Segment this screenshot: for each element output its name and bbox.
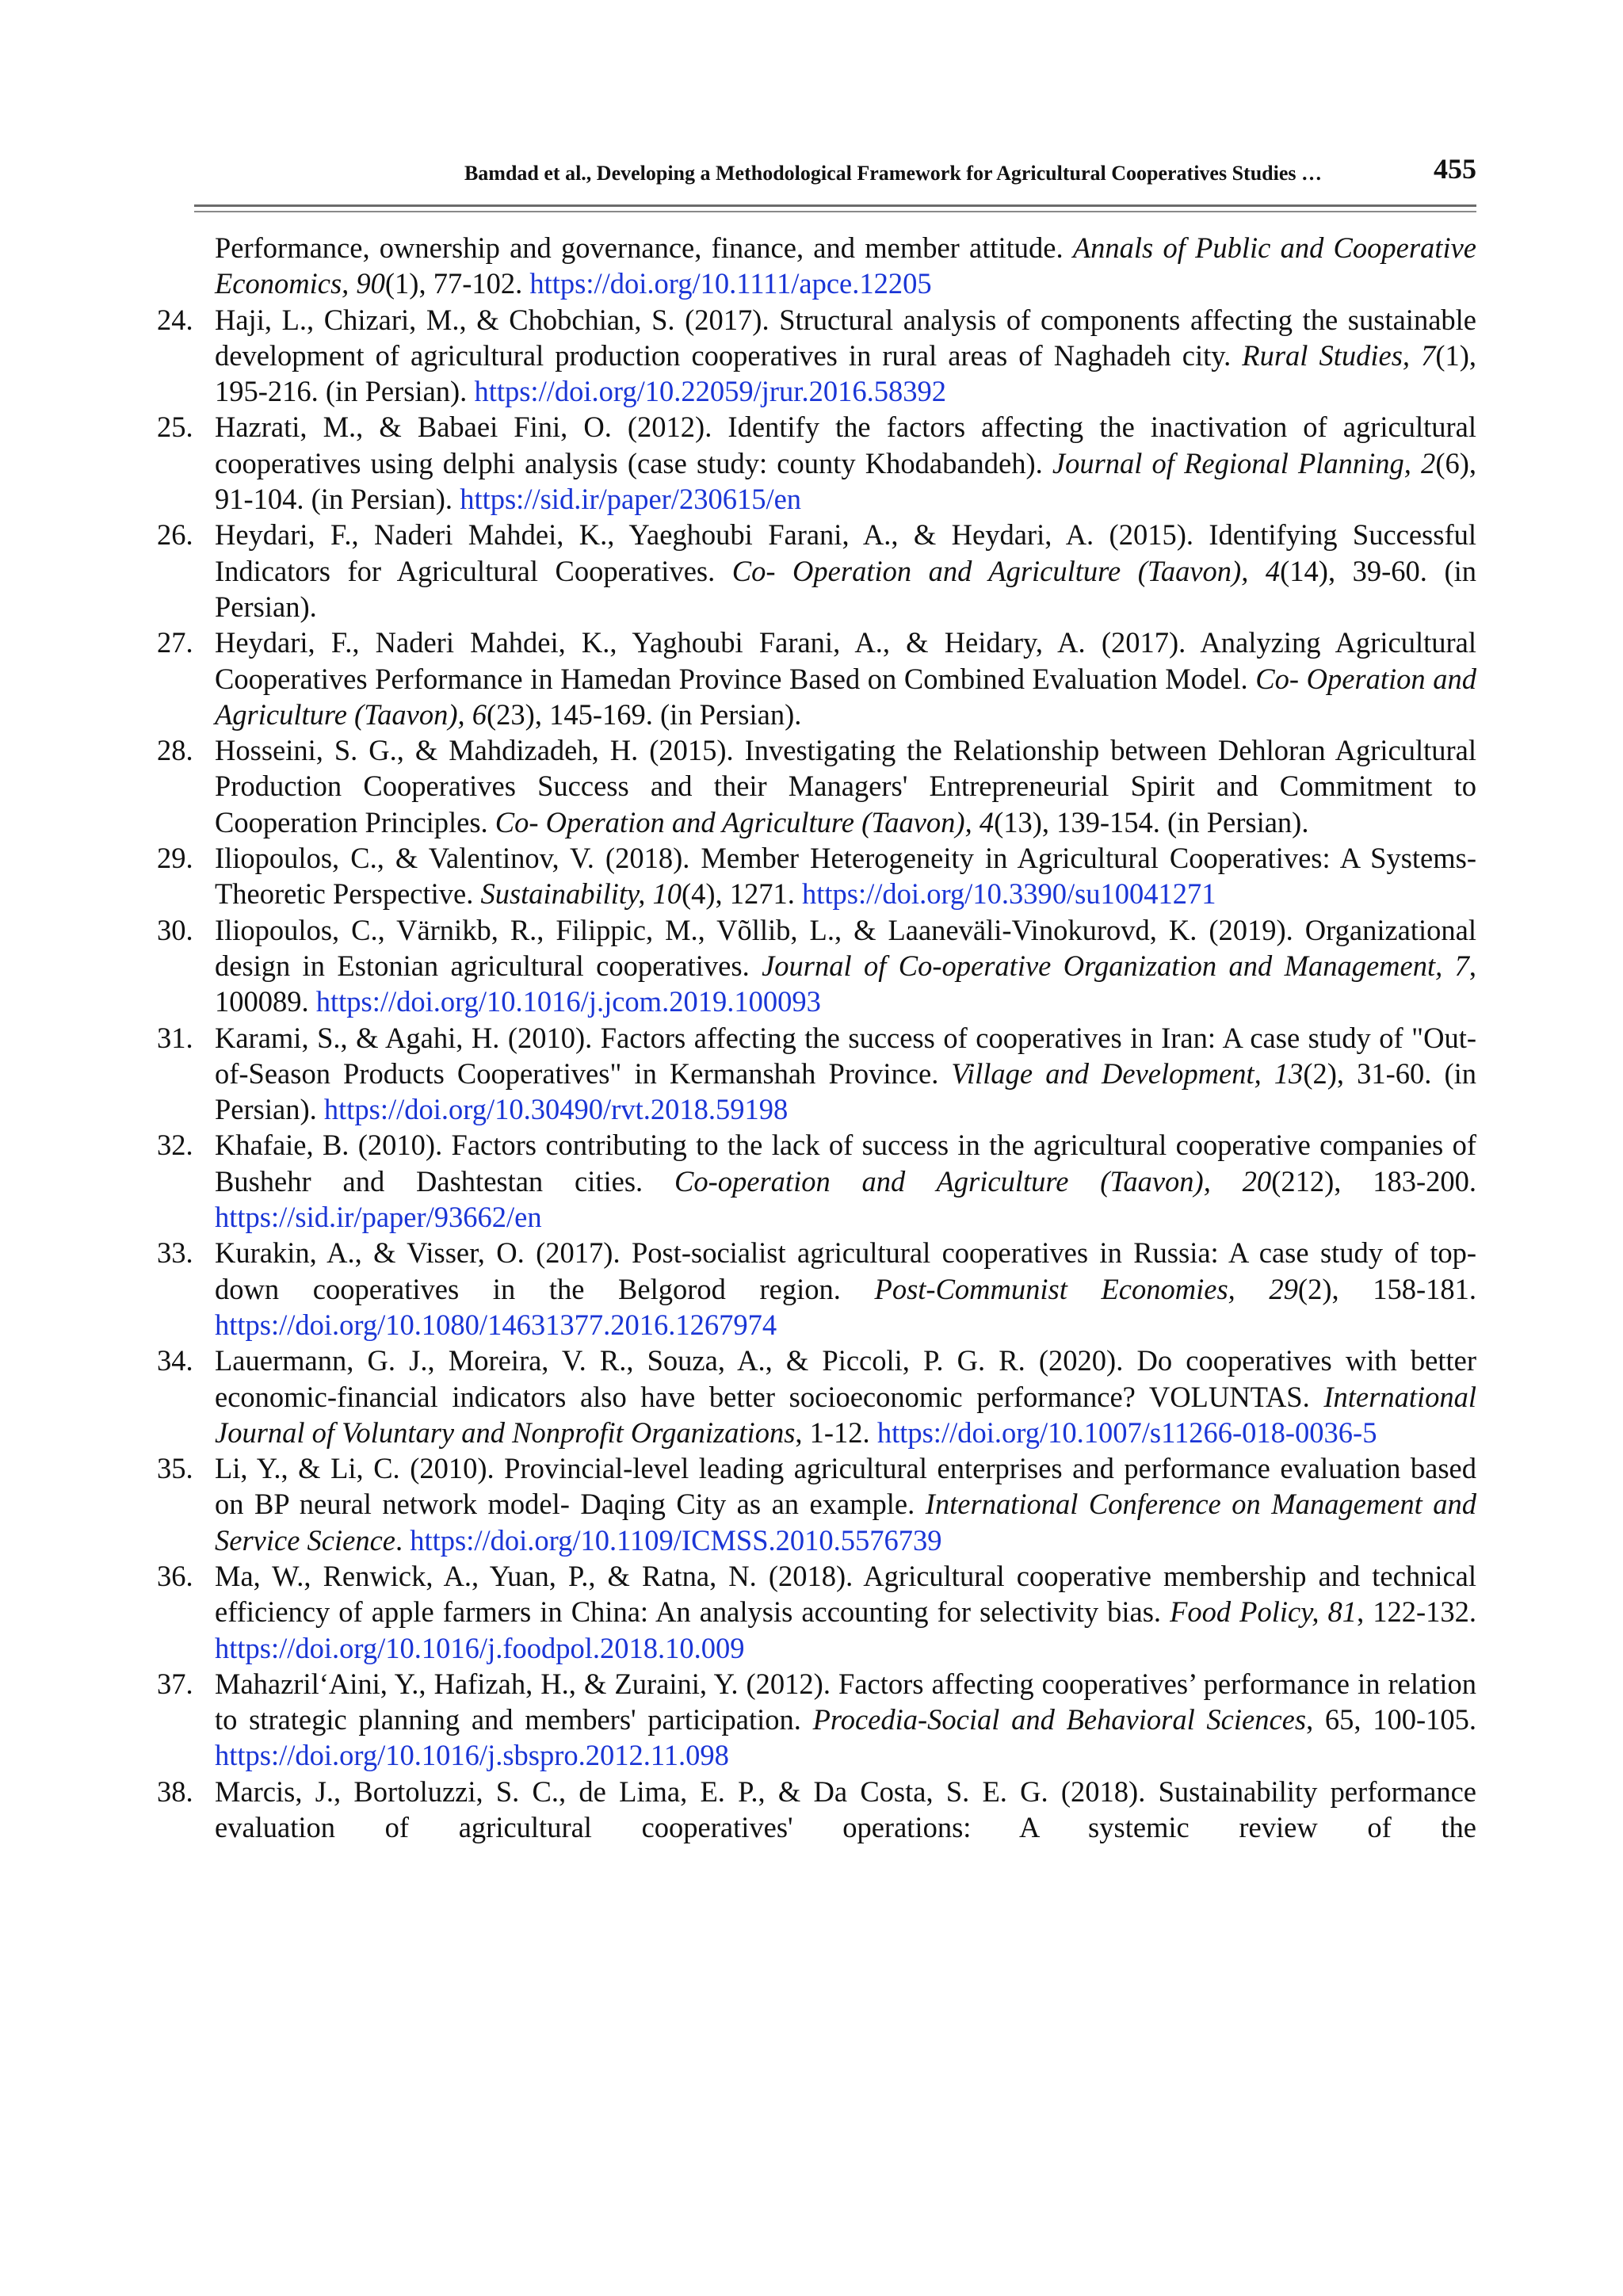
reference-number: 36. bbox=[157, 1559, 193, 1592]
journal-title: Sustainability, 10 bbox=[480, 877, 682, 911]
reference-number: 28. bbox=[157, 734, 193, 767]
running-title: Bamdad et al., Developing a Methodological Framework for Agricultural Cooperatives Studies … bbox=[464, 162, 1322, 185]
reference-text: Hosseini, S. G., & Mahdizadeh, H. (2015). Investigating the Relationship between Dehloran Agricultural Production Cooperatives Success and their Managers' Entrepreneurial Spirit and Commitment to Cooperation Principles. bbox=[215, 734, 1476, 839]
doi-link[interactable]: https://sid.ir/paper/230615/en bbox=[460, 483, 802, 516]
reference-details: (1), 77-102. bbox=[384, 267, 530, 300]
reference-details: (1), 195-216. (in Persian). bbox=[215, 338, 1477, 408]
reference-text: Marcis, J., Bortoluzzi, S. C., de Lima, E. P., & Da Costa, S. E. G. (2018). Sustainability performance evaluation of agricultural cooperatives' operations: A systemic review of the bbox=[215, 1775, 1476, 1844]
reference-item bbox=[157, 1774, 1476, 1846]
reference-details: (2), 158-181. bbox=[1297, 1272, 1477, 1305]
doi-link[interactable]: https://doi.org/10.30490/rvt.2018.59198 bbox=[323, 1093, 789, 1126]
reference-number: 27. bbox=[157, 626, 193, 659]
reference-details: (14), 39-60. (in Persian). bbox=[215, 554, 1476, 623]
reference-details: , 100089. bbox=[215, 949, 1477, 1018]
reference-item bbox=[157, 732, 1476, 840]
journal-title: Procedia-Social and Behavioral Sciences bbox=[812, 1703, 1307, 1736]
reference-text: Iliopoulos, C., Värnikb, R., Filippic, M., Võllib, L., & Laaneväli-Vinokurovd, K. (2019). Organizational design in Estonian agricultural cooperatives. bbox=[215, 913, 1476, 982]
reference-text: Heydari, F., Naderi Mahdei, K., Yaghoubi Farani, A., & Heidary, A. (2017). Analyzing Agricultural Cooperatives Performance in Hamedan Province Based on Combined Evaluation Model. bbox=[215, 626, 1476, 695]
doi-link[interactable]: https://doi.org/10.3390/su10041271 bbox=[802, 877, 1216, 911]
reference-item bbox=[157, 517, 1476, 625]
reference-item bbox=[157, 840, 1476, 912]
doi-link[interactable]: https://doi.org/10.1080/14631377.2016.1267974 bbox=[215, 1308, 777, 1341]
reference-details: , 1-12. bbox=[795, 1415, 877, 1449]
reference-text: Performance, ownership and governance, finance, and member attitude. bbox=[215, 231, 1073, 264]
page-number: 455 bbox=[1434, 153, 1476, 185]
doi-link[interactable]: https://doi.org/10.1016/j.foodpol.2018.10.009 bbox=[215, 1631, 745, 1664]
reference-text: Kurakin, A., & Visser, O. (2017). Post-socialist agricultural cooperatives in Russia: A case study of top-down cooperatives in the Belgorod region. bbox=[215, 1236, 1476, 1305]
doi-link[interactable]: https://doi.org/10.1109/ICMSS.2010.5576739 bbox=[410, 1523, 942, 1557]
running-header bbox=[214, 155, 1476, 195]
reference-number: 30. bbox=[157, 913, 193, 946]
journal-title: Journal of Regional Planning, 2 bbox=[1052, 446, 1436, 479]
reference-text: Heydari, F., Naderi Mahdei, K., Yaeghoubi Farani, A., & Heydari, A. (2015). Identifying Successful Indicators for Agricultural Cooperatives. bbox=[215, 518, 1476, 587]
journal-title: Food Policy, 81 bbox=[1170, 1595, 1358, 1629]
reference-item bbox=[157, 1235, 1476, 1343]
reference-text: Ma, W., Renwick, A., Yuan, P., & Ratna, N. (2018). Agricultural cooperative membership and technical efficiency of apple farmers in China: An analysis accounting for selectivity bias. bbox=[215, 1559, 1476, 1629]
reference-text: Karami, S., & Agahi, H. (2010). Factors affecting the success of cooperatives in Iran: A case study of "Out-of-Season Products Cooperatives" in Kermanshah Province. bbox=[215, 1021, 1476, 1090]
reference-number: 25. bbox=[157, 411, 193, 444]
journal-title: Co- Operation and Agriculture (Taavon), 4 bbox=[731, 554, 1281, 587]
reference-details: , 122-132. bbox=[1357, 1595, 1477, 1629]
doi-link[interactable]: https://doi.org/10.1007/s11266-018-0036-5 bbox=[876, 1415, 1377, 1449]
journal-title: Journal of Co-operative Organization and Management, 7 bbox=[762, 949, 1469, 982]
reference-number: 32. bbox=[157, 1129, 193, 1162]
reference-text: Lauermann, G. J., Moreira, V. R., Souza, A., & Piccoli, P. G. R. (2020). Do cooperatives with better economic-financial indicators also have better socioeconomic performance? VOLUNTAS. bbox=[215, 1344, 1476, 1413]
doi-link[interactable]: https://doi.org/10.1111/apce.12205 bbox=[529, 267, 932, 300]
reference-number: 33. bbox=[157, 1236, 193, 1270]
journal-title: International Conference on Management and Service Science bbox=[215, 1488, 1476, 1557]
reference-details: (212), 183-200. bbox=[1271, 1164, 1476, 1198]
reference-number: 26. bbox=[157, 518, 193, 552]
reference-item bbox=[157, 1666, 1476, 1774]
journal-title: Co- Operation and Agriculture (Taavon), 6 bbox=[215, 662, 1476, 731]
reference-details: (2), 31-60. (in Persian). bbox=[215, 1056, 1476, 1126]
reference-number: 35. bbox=[157, 1452, 193, 1485]
reference-item bbox=[157, 409, 1476, 517]
reference-text: Iliopoulos, C., & Valentinov, V. (2018). Member Heterogeneity in Agricultural Cooperatives: A Systems-Theoretic Perspective. bbox=[215, 842, 1476, 911]
reference-text: Khafaie, B. (2010). Factors contributing to the lack of success in the agricultural cooperative companies of Bushehr and Dashtestan cities. bbox=[215, 1129, 1476, 1198]
reference-item bbox=[157, 1558, 1476, 1666]
doi-link[interactable]: https://doi.org/10.1016/j.sbspro.2012.11.098 bbox=[215, 1739, 729, 1772]
reference-item bbox=[157, 1450, 1476, 1558]
doi-link[interactable]: https://doi.org/10.1016/j.jcom.2019.100093 bbox=[315, 985, 821, 1018]
reference-details: . bbox=[395, 1523, 411, 1557]
header-rule bbox=[194, 204, 1476, 207]
reference-number: 38. bbox=[157, 1775, 193, 1808]
reference-text: Li, Y., & Li, C. (2010). Provincial-level leading agricultural enterprises and performance evaluation based on BP neural network model- Daqing City as an example. bbox=[215, 1452, 1476, 1521]
journal-title: Co-operation and Agriculture (Taavon), 20 bbox=[674, 1164, 1272, 1198]
reference-text: Haji, L., Chizari, M., & Chobchian, S. (2017). Structural analysis of components affecting the sustainable development of agricultural production cooperatives in rural areas of Naghadeh city. bbox=[215, 303, 1476, 372]
reference-details: (23), 145-169. (in Persian). bbox=[487, 697, 802, 731]
reference-number: 29. bbox=[157, 842, 193, 875]
reference-details: (4), 1271. bbox=[681, 877, 803, 911]
reference-item bbox=[157, 1127, 1476, 1235]
reference-text: Hazrati, M., & Babaei Fini, O. (2012). Identify the factors affecting the inactivation of agricultural cooperatives using delphi analysis (case study: county Khodabandeh). bbox=[215, 411, 1476, 479]
reference-item bbox=[157, 230, 1476, 302]
doi-link[interactable]: https://doi.org/10.22059/jrur.2016.58392 bbox=[474, 375, 946, 408]
reference-details: (6), 91-104. (in Persian). bbox=[215, 446, 1476, 516]
journal-title: Village and Development, 13 bbox=[951, 1056, 1304, 1090]
header-rule-secondary bbox=[194, 211, 1476, 212]
reference-number: 37. bbox=[157, 1667, 193, 1700]
reference-number: 24. bbox=[157, 303, 193, 336]
doi-link[interactable]: https://sid.ir/paper/93662/en bbox=[215, 1201, 542, 1234]
reference-details: (13), 139-154. (in Persian). bbox=[994, 805, 1309, 839]
reference-item bbox=[157, 1343, 1476, 1450]
journal-title: Co- Operation and Agriculture (Taavon), 4 bbox=[495, 805, 995, 839]
journal-title: Post-Communist Economies, 29 bbox=[874, 1272, 1298, 1305]
reference-number: 31. bbox=[157, 1021, 193, 1054]
reference-item bbox=[157, 302, 1476, 410]
reference-text: Mahazril‘Aini, Y., Hafizah, H., & Zuraini, Y. (2012). Factors affecting cooperatives’ performance in relation to strategic planning and members' participation. bbox=[215, 1667, 1476, 1736]
journal-title: International Journal of Voluntary and Nonprofit Organizations bbox=[215, 1380, 1476, 1449]
reference-item bbox=[157, 912, 1476, 1020]
journal-title: Annals of Public and Cooperative Economics, 90 bbox=[215, 231, 1476, 300]
journal-title: Rural Studies, 7 bbox=[1242, 338, 1436, 372]
reference-details: , 65, 100-105. bbox=[1306, 1703, 1476, 1736]
reference-list bbox=[157, 230, 1476, 1845]
reference-item bbox=[157, 625, 1476, 732]
reference-item bbox=[157, 1020, 1476, 1128]
reference-number: 34. bbox=[157, 1344, 193, 1377]
